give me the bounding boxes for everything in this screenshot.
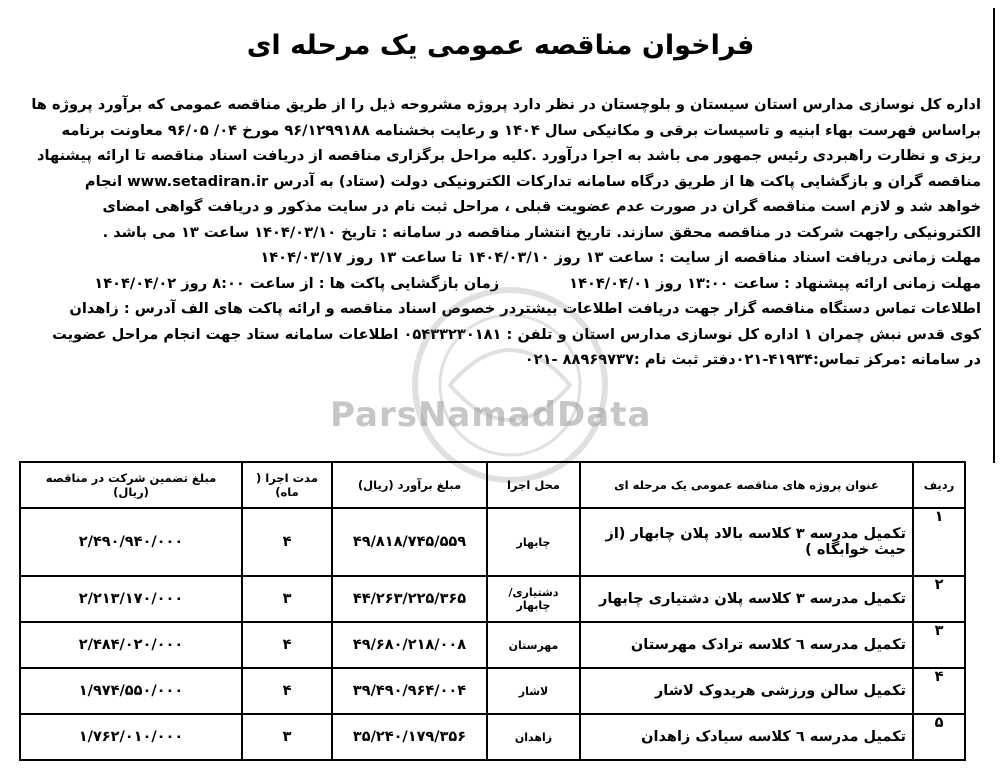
contact-line: کوی قدس نبش چمران ۱ اداره کل نوسازی مدارس استان و تلفن : ۰۵۴۳۳۲۳۰۱۸۱ اطلاعات سامانه ستاد جهت انجام مراحل عضویت — [52, 325, 981, 343]
opening-time: زمان بازگشایی پاکت ها : از ساعت ۸:۰۰ روز ۱۴۰۴/۰۴/۰۲ — [94, 274, 500, 292]
table-row — [20, 668, 965, 714]
row-number: ۴ — [913, 668, 965, 714]
row-number: ۵ — [913, 714, 965, 760]
table-row — [20, 714, 965, 760]
watermark-text: ParsNamadData — [330, 395, 652, 435]
duration-months: ۳ — [242, 714, 332, 760]
duration-months: ۳ — [242, 576, 332, 622]
tenders-table — [19, 461, 966, 761]
paragraph-line: خواهد شد و لازم است مناقصه گران در صورت عدم عضویت قبلی ، مراحل ثبت نام در سایت مذکور و دریافت گواهی امضای — [102, 198, 981, 215]
documents-deadline: مهلت زمانی دریافت اسناد مناقصه از سایت : ساعت ۱۳ روز ۱۴۰۴/۰۳/۱۰ تا ساعت ۱۳ روز ۱۴۰۴/۰۳/۱۷ — [260, 249, 981, 266]
project-title: تکمیل مدرسه ٦ کلاسه سیادک زاهدان — [580, 714, 913, 760]
paragraph-line: اداره کل نوسازی مدارس استان سیستان و بلوچستان در نظر دارد پروژه مشروحه ذیل را از طریق مناقصه عمومی که برآورد پروژه ها — [31, 96, 981, 113]
row-number: ۱ — [913, 508, 965, 576]
guarantee-amount: ۲/۴۸۴/۰۲۰/۰۰۰ — [20, 622, 242, 668]
project-location: زاهدان — [487, 714, 580, 760]
project-location: لاشار — [487, 668, 580, 714]
guarantee-amount: ۲/۴۹۰/۹۴۰/۰۰۰ — [20, 508, 242, 576]
project-title: تکمیل مدرسه ۳ کلاسه پلان دشتیاری چابهار — [580, 576, 913, 622]
project-location: مهرستان — [487, 622, 580, 668]
duration-months: ۴ — [242, 668, 332, 714]
guarantee-amount: ۲/۲۱۳/۱۷۰/۰۰۰ — [20, 576, 242, 622]
duration-months: ۴ — [242, 508, 332, 576]
project-title: تکمیل مدرسه ۳ کلاسه بالاد پلان چابهار (از حیث خوابگاه ) — [580, 508, 913, 576]
row-number: ۲ — [913, 576, 965, 622]
header-guarantee: مبلغ تضمین شرکت در مناقصه (ریال) — [20, 462, 242, 508]
deadlines-row — [22, 271, 981, 297]
estimate-amount: ۴۹/۶۸۰/۲۱۸/۰۰۸ — [332, 622, 487, 668]
estimate-amount: ۳۵/۲۴۰/۱۷۹/۳۵۶ — [332, 714, 487, 760]
paragraph-line: براساس فهرست بهاء ابنیه و تاسیسات برقی و مکانیکی سال ۱۴۰۴ و رعایت بخشنامه ۹۶/۱۲۹۹۱۸۸ مورخ ۰۴/ ۹۶/۰۵ معاونت برنامه — [61, 121, 981, 139]
paragraph-line: مناقصه گران و بازگشایی پاکت ها از طریق درگاه سامانه تدارکات الکترونیکی دولت (ستاد) به آدرس www.setadiran.ir انجام — [84, 172, 981, 190]
contact-line: در سامانه :مرکز تماس:۴۱۹۳۴-۰۲۱دفتر ثبت نام :۸۸۹۶۹۷۳۷ -۰۲۱ — [524, 351, 981, 368]
project-location: چابهار — [487, 508, 580, 576]
guarantee-amount: ۱/۷۶۲/۰۱۰/۰۰۰ — [20, 714, 242, 760]
estimate-amount: ۳۹/۴۹۰/۹۶۴/۰۰۴ — [332, 668, 487, 714]
row-number: ۳ — [913, 622, 965, 668]
page-title: فراخوان مناقصه عمومی یک مرحله ای — [246, 30, 755, 61]
right-border-line — [993, 8, 995, 463]
header-duration: مدت اجرا ( ماه) — [242, 462, 332, 508]
estimate-amount: ۴۹/۸۱۸/۷۴۵/۵۵۹ — [332, 508, 487, 576]
paragraph-line: ریزی و نظارت راهبردی رئیس جمهور می باشد به اجرا درآورد .کلیه مراحل برگزاری مناقصه از دریافت اسناد مناقصه تا ارائه پیشنهاد — [36, 147, 981, 164]
table-row — [20, 576, 965, 622]
header-row-number: ردیف — [913, 462, 965, 508]
contact-line: اطلاعات تماس دستگاه مناقصه گزار جهت دریافت اطلاعات بیشتردر خصوص اسناد مناقصه و ارائه پاکت های الف آدرس : زاهدان — [69, 300, 981, 317]
project-title: تکمیل مدرسه ٦ کلاسه ترادک مهرستان — [580, 622, 913, 668]
table-row — [20, 622, 965, 668]
header-project-title: عنوان پروژه های مناقصه عمومی یک مرحله ای — [580, 462, 913, 508]
project-title: تکمیل سالن ورزشی هریدوک لاشار — [580, 668, 913, 714]
duration-months: ۴ — [242, 622, 332, 668]
project-location: دشتیاری/چابهار — [487, 576, 580, 622]
estimate-amount: ۴۴/۲۶۳/۲۲۵/۳۶۵ — [332, 576, 487, 622]
notice-body — [22, 92, 981, 373]
header-location: محل اجرا — [487, 462, 580, 508]
table-header-row — [20, 462, 965, 508]
guarantee-amount: ۱/۹۷۴/۵۵۰/۰۰۰ — [20, 668, 242, 714]
paragraph-line: الکترونیکی راجهت شرکت در مناقصه محقق سازند. تاریخ انتشار مناقصه در سامانه : تاریخ ۱۴۰۴/۰۳/۱۰ ساعت ۱۳ می باشد . — [102, 223, 981, 241]
proposal-deadline: مهلت زمانی ارائه پیشنهاد : ساعت ۱۳:۰۰ روز ۱۴۰۴/۰۴/۰۱ — [569, 274, 981, 292]
header-estimate: مبلغ برآورد (ریال) — [332, 462, 487, 508]
table-row — [20, 508, 965, 576]
